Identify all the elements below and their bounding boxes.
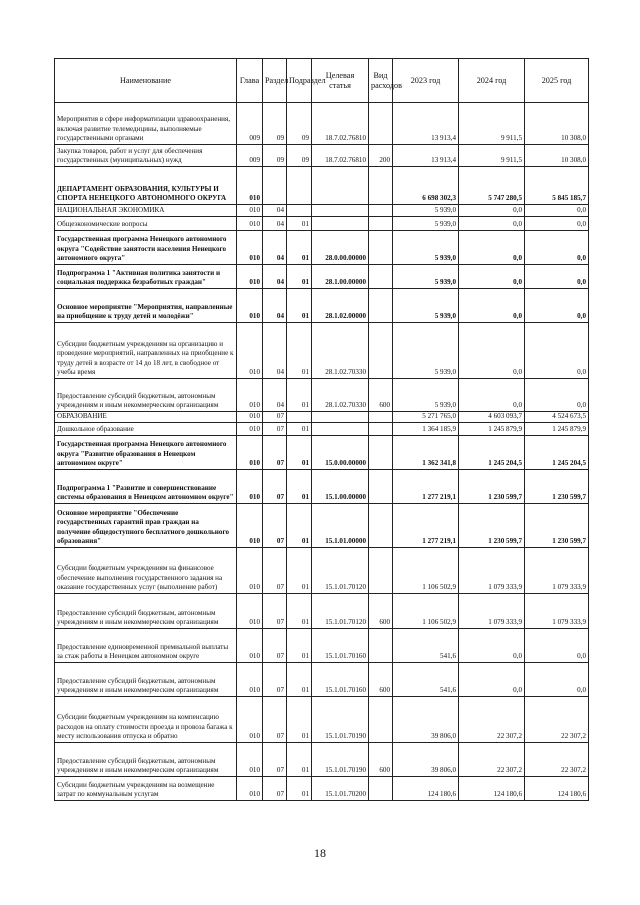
row-expense-type — [369, 231, 393, 265]
row-section: 07 — [263, 412, 287, 423]
row-section: 09 — [263, 103, 287, 145]
row-expense-type: 600 — [369, 743, 393, 777]
row-2023: 124 180,6 — [393, 777, 459, 801]
row-2025: 0,0 — [525, 205, 589, 217]
row-2023: 1 277 219,1 — [393, 470, 459, 504]
row-section: 07 — [263, 594, 287, 629]
row-expense-type: 600 — [369, 663, 393, 697]
table-row — [55, 289, 589, 323]
header-2023: 2023 год — [393, 59, 459, 103]
row-name: ОБРАЗОВАНИЕ — [55, 412, 237, 423]
row-expense-type — [369, 412, 393, 423]
row-chapter: 010 — [237, 777, 263, 801]
table-row — [55, 412, 589, 423]
row-name: Подпрограмма 1 "Развитие и совершенствование системы образования в Ненецком автономном округе" — [55, 470, 237, 504]
header-target: Целевая статья — [312, 59, 369, 103]
row-target: 15.1.00.00000 — [312, 470, 369, 504]
row-chapter: 010 — [237, 697, 263, 743]
row-name: Субсидии бюджетным учреждениям на компенсацию расходов на оплату стоимости проезда и провоза багажа к месту использования отпуска и обратно — [55, 697, 237, 743]
table-row — [55, 379, 589, 412]
row-2024: 0,0 — [459, 205, 525, 217]
table-row — [55, 548, 589, 594]
row-chapter: 010 — [237, 323, 263, 379]
row-section: 07 — [263, 470, 287, 504]
row-2024: 0,0 — [459, 231, 525, 265]
row-2023: 1 277 219,1 — [393, 504, 459, 548]
row-subsection: 01 — [287, 379, 312, 412]
row-2025: 124 180,6 — [525, 777, 589, 801]
row-chapter: 009 — [237, 145, 263, 167]
row-target — [312, 412, 369, 423]
row-subsection: 09 — [287, 145, 312, 167]
table-row — [55, 205, 589, 217]
row-expense-type — [369, 548, 393, 594]
row-2025: 1 230 599,7 — [525, 470, 589, 504]
row-section: 04 — [263, 289, 287, 323]
row-2025: 0,0 — [525, 289, 589, 323]
row-target: 15.1.01.70200 — [312, 777, 369, 801]
row-target: 15.1.01.70160 — [312, 663, 369, 697]
row-2025: 1 079 333,9 — [525, 594, 589, 629]
row-chapter: 010 — [237, 379, 263, 412]
row-2023: 5 939,0 — [393, 231, 459, 265]
table-row — [55, 743, 589, 777]
row-chapter: 010 — [237, 663, 263, 697]
row-2025: 0,0 — [525, 663, 589, 697]
row-subsection: 01 — [287, 594, 312, 629]
row-2023: 39 806,0 — [393, 743, 459, 777]
table-row — [55, 145, 589, 167]
row-subsection: 01 — [287, 470, 312, 504]
row-2025: 1 245 879,9 — [525, 423, 589, 436]
row-target — [312, 167, 369, 205]
row-2025: 22 307,2 — [525, 743, 589, 777]
row-subsection: 01 — [287, 777, 312, 801]
row-target: 15.1.01.70190 — [312, 697, 369, 743]
row-chapter: 010 — [237, 231, 263, 265]
row-section: 04 — [263, 379, 287, 412]
row-name: Предоставление единовременной премиальной выплаты за стаж работы в Ненецком автономном округе — [55, 629, 237, 663]
row-2025: 0,0 — [525, 231, 589, 265]
row-expense-type — [369, 289, 393, 323]
row-2024: 0,0 — [459, 323, 525, 379]
row-section: 04 — [263, 231, 287, 265]
row-subsection: 01 — [287, 323, 312, 379]
row-expense-type: 600 — [369, 379, 393, 412]
row-name: Закупка товаров, работ и услуг для обеспечения государственных (муниципальных) нужд — [55, 145, 237, 167]
row-2025: 5 845 185,7 — [525, 167, 589, 205]
row-target: 18.7.02.76810 — [312, 145, 369, 167]
row-subsection: 01 — [287, 289, 312, 323]
row-section: 07 — [263, 504, 287, 548]
row-target: 15.0.00.00000 — [312, 436, 369, 470]
row-2023: 5 939,0 — [393, 217, 459, 231]
row-2023: 5 939,0 — [393, 323, 459, 379]
row-section: 04 — [263, 323, 287, 379]
row-chapter: 010 — [237, 423, 263, 436]
row-section — [263, 167, 287, 205]
row-2025: 10 308,0 — [525, 103, 589, 145]
row-chapter: 010 — [237, 412, 263, 423]
row-name: Предоставление субсидий бюджетным, автономным учреждениям и иным некоммерческим организациям — [55, 663, 237, 697]
row-subsection: 01 — [287, 548, 312, 594]
row-chapter: 010 — [237, 470, 263, 504]
row-2024: 5 747 280,5 — [459, 167, 525, 205]
row-2024: 9 911,5 — [459, 145, 525, 167]
row-target: 28.1.00.00000 — [312, 265, 369, 289]
row-expense-type — [369, 470, 393, 504]
row-name: Мероприятия в сфере информатизации здравоохранения, включая развитие телемедицины, выполняемые государственными органами — [55, 103, 237, 145]
row-2024: 124 180,6 — [459, 777, 525, 801]
row-expense-type — [369, 217, 393, 231]
row-chapter: 010 — [237, 217, 263, 231]
table-row — [55, 436, 589, 470]
row-expense-type: 600 — [369, 594, 393, 629]
row-subsection: 01 — [287, 265, 312, 289]
row-2023: 5 271 765,0 — [393, 412, 459, 423]
row-expense-type — [369, 777, 393, 801]
row-target: 15.1.01.70160 — [312, 629, 369, 663]
row-subsection — [287, 205, 312, 217]
row-2024: 1 079 333,9 — [459, 594, 525, 629]
row-2024: 1 230 599,7 — [459, 504, 525, 548]
row-expense-type — [369, 629, 393, 663]
row-name: Предоставление субсидий бюджетным, автономным учреждениям и иным некоммерческим организациям — [55, 379, 237, 412]
row-2023: 1 106 502,9 — [393, 594, 459, 629]
row-2024: 9 911,5 — [459, 103, 525, 145]
row-2023: 541,6 — [393, 629, 459, 663]
row-2024: 0,0 — [459, 289, 525, 323]
header-2024: 2024 год — [459, 59, 525, 103]
row-2023: 541,6 — [393, 663, 459, 697]
row-target: 18.7.02.76810 — [312, 103, 369, 145]
row-expense-type — [369, 205, 393, 217]
row-expense-type — [369, 167, 393, 205]
row-2024: 0,0 — [459, 379, 525, 412]
row-2024: 0,0 — [459, 265, 525, 289]
header-name: Наименование — [55, 59, 237, 103]
row-2024: 22 307,2 — [459, 697, 525, 743]
row-name: Государственная программа Ненецкого автономного округа "Развитие образования в Ненецком автономном округе" — [55, 436, 237, 470]
row-section: 07 — [263, 663, 287, 697]
row-2023: 13 913,4 — [393, 103, 459, 145]
row-expense-type — [369, 504, 393, 548]
row-2025: 0,0 — [525, 629, 589, 663]
row-expense-type: 200 — [369, 145, 393, 167]
row-2023: 1 364 185,9 — [393, 423, 459, 436]
row-name: ДЕПАРТАМЕНТ ОБРАЗОВАНИЯ, КУЛЬТУРЫ И СПОРТА НЕНЕЦКОГО АВТОНОМНОГО ОКРУГА — [55, 167, 237, 205]
row-subsection: 01 — [287, 743, 312, 777]
row-name: НАЦИОНАЛЬНАЯ ЭКОНОМИКА — [55, 205, 237, 217]
header-expense-type: Вид расходов — [369, 59, 393, 103]
table-row — [55, 470, 589, 504]
row-section: 07 — [263, 629, 287, 663]
row-2023: 5 939,0 — [393, 289, 459, 323]
header-chapter: Глава — [237, 59, 263, 103]
row-target: 15.1.01.70120 — [312, 548, 369, 594]
row-target: 15.1.01.70120 — [312, 594, 369, 629]
row-section: 04 — [263, 205, 287, 217]
row-2024: 0,0 — [459, 663, 525, 697]
row-expense-type — [369, 103, 393, 145]
row-chapter: 010 — [237, 548, 263, 594]
row-target: 28.1.02.70330 — [312, 323, 369, 379]
row-2025: 0,0 — [525, 265, 589, 289]
header-section: Раздел — [263, 59, 287, 103]
row-expense-type — [369, 697, 393, 743]
row-subsection: 09 — [287, 103, 312, 145]
row-2024: 0,0 — [459, 629, 525, 663]
row-subsection: 01 — [287, 436, 312, 470]
row-2023: 5 939,0 — [393, 205, 459, 217]
table-row — [55, 594, 589, 629]
row-target: 28.1.02.70330 — [312, 379, 369, 412]
row-section: 07 — [263, 436, 287, 470]
row-name: Субсидии бюджетным учреждениям на организацию и проведение мероприятий, направленных на приобщение к труду детей в возрасте от 14 до 18 лет, в свободное от учебы время — [55, 323, 237, 379]
row-name: Подпрограмма 1 "Активная политика занятости и социальная поддержка безработных граждан" — [55, 265, 237, 289]
row-2024: 22 307,2 — [459, 743, 525, 777]
row-2024: 4 603 093,7 — [459, 412, 525, 423]
row-chapter: 010 — [237, 436, 263, 470]
row-target — [312, 205, 369, 217]
row-target: 28.0.00.00000 — [312, 231, 369, 265]
table-row — [55, 265, 589, 289]
table-row — [55, 697, 589, 743]
row-section: 07 — [263, 423, 287, 436]
row-chapter: 010 — [237, 504, 263, 548]
table-row — [55, 629, 589, 663]
table-row — [55, 323, 589, 379]
row-2023: 1 106 502,9 — [393, 548, 459, 594]
row-2024: 1 079 333,9 — [459, 548, 525, 594]
row-2024: 1 230 599,7 — [459, 470, 525, 504]
row-subsection — [287, 167, 312, 205]
row-2025: 0,0 — [525, 323, 589, 379]
row-2025: 0,0 — [525, 217, 589, 231]
row-2025: 4 524 673,5 — [525, 412, 589, 423]
table-row — [55, 103, 589, 145]
row-subsection: 01 — [287, 663, 312, 697]
row-name: Предоставление субсидий бюджетным, автономным учреждениям и иным некоммерческим организациям — [55, 594, 237, 629]
row-name: Государственная программа Ненецкого автономного округа "Содействие занятости населения Ненецкого автономного округа" — [55, 231, 237, 265]
row-expense-type — [369, 265, 393, 289]
row-expense-type — [369, 323, 393, 379]
row-subsection: 01 — [287, 217, 312, 231]
row-name: Основное мероприятие "Обеспечение государственных гарантий прав граждан на получение общедоступного бесплатного дошкольного образования" — [55, 504, 237, 548]
header-2025: 2025 год — [525, 59, 589, 103]
row-2024: 0,0 — [459, 217, 525, 231]
row-2024: 1 245 879,9 — [459, 423, 525, 436]
row-name: Субсидии бюджетным учреждениям на возмещение затрат по коммунальным услугам — [55, 777, 237, 801]
row-section: 07 — [263, 743, 287, 777]
row-name: Субсидии бюджетным учреждениям на финансовое обеспечение выполнения государственного задания на оказание государственных услуг (выполнение работ) — [55, 548, 237, 594]
row-section: 07 — [263, 777, 287, 801]
table-row — [55, 504, 589, 548]
row-chapter: 009 — [237, 103, 263, 145]
row-section: 07 — [263, 548, 287, 594]
row-2025: 0,0 — [525, 379, 589, 412]
row-section: 04 — [263, 217, 287, 231]
row-2023: 6 698 302,3 — [393, 167, 459, 205]
row-name: Основное мероприятие "Мероприятия, направленные на приобщение к труду детей и молодёжи" — [55, 289, 237, 323]
table-row — [55, 777, 589, 801]
row-chapter: 010 — [237, 743, 263, 777]
header-subsection: Подраздел — [287, 59, 312, 103]
row-subsection: 01 — [287, 697, 312, 743]
row-subsection: 01 — [287, 231, 312, 265]
table-header-row — [55, 59, 589, 103]
row-chapter: 010 — [237, 594, 263, 629]
row-name: Общеэкономические вопросы — [55, 217, 237, 231]
table-row — [55, 217, 589, 231]
row-2023: 1 362 341,8 — [393, 436, 459, 470]
row-2025: 1 245 204,5 — [525, 436, 589, 470]
row-subsection — [287, 412, 312, 423]
row-name: Дошкольное образование — [55, 423, 237, 436]
row-target: 28.1.02.00000 — [312, 289, 369, 323]
row-chapter: 010 — [237, 205, 263, 217]
table-row — [55, 663, 589, 697]
row-2025: 10 308,0 — [525, 145, 589, 167]
row-chapter: 010 — [237, 265, 263, 289]
row-2023: 5 939,0 — [393, 265, 459, 289]
row-2025: 22 307,2 — [525, 697, 589, 743]
page-number: 18 — [314, 846, 326, 860]
row-chapter: 010 — [237, 289, 263, 323]
row-target — [312, 217, 369, 231]
row-expense-type — [369, 436, 393, 470]
row-2023: 13 913,4 — [393, 145, 459, 167]
row-name: Предоставление субсидий бюджетным, автономным учреждениям и иным некоммерческим организациям — [55, 743, 237, 777]
row-section: 09 — [263, 145, 287, 167]
row-subsection: 01 — [287, 504, 312, 548]
row-expense-type — [369, 423, 393, 436]
row-target: 15.1.01.70190 — [312, 743, 369, 777]
row-2025: 1 230 599,7 — [525, 504, 589, 548]
row-section: 07 — [263, 697, 287, 743]
table-row — [55, 231, 589, 265]
row-2024: 1 245 204,5 — [459, 436, 525, 470]
row-2023: 39 806,0 — [393, 697, 459, 743]
table-row — [55, 167, 589, 205]
table-row — [55, 423, 589, 436]
row-chapter: 010 — [237, 629, 263, 663]
row-subsection: 01 — [287, 423, 312, 436]
row-chapter: 010 — [237, 167, 263, 205]
row-subsection: 01 — [287, 629, 312, 663]
row-2023: 5 939,0 — [393, 379, 459, 412]
budget-table — [54, 58, 589, 801]
row-target: 15.1.01.00000 — [312, 504, 369, 548]
row-target — [312, 423, 369, 436]
row-2025: 1 079 333,9 — [525, 548, 589, 594]
row-section: 04 — [263, 265, 287, 289]
